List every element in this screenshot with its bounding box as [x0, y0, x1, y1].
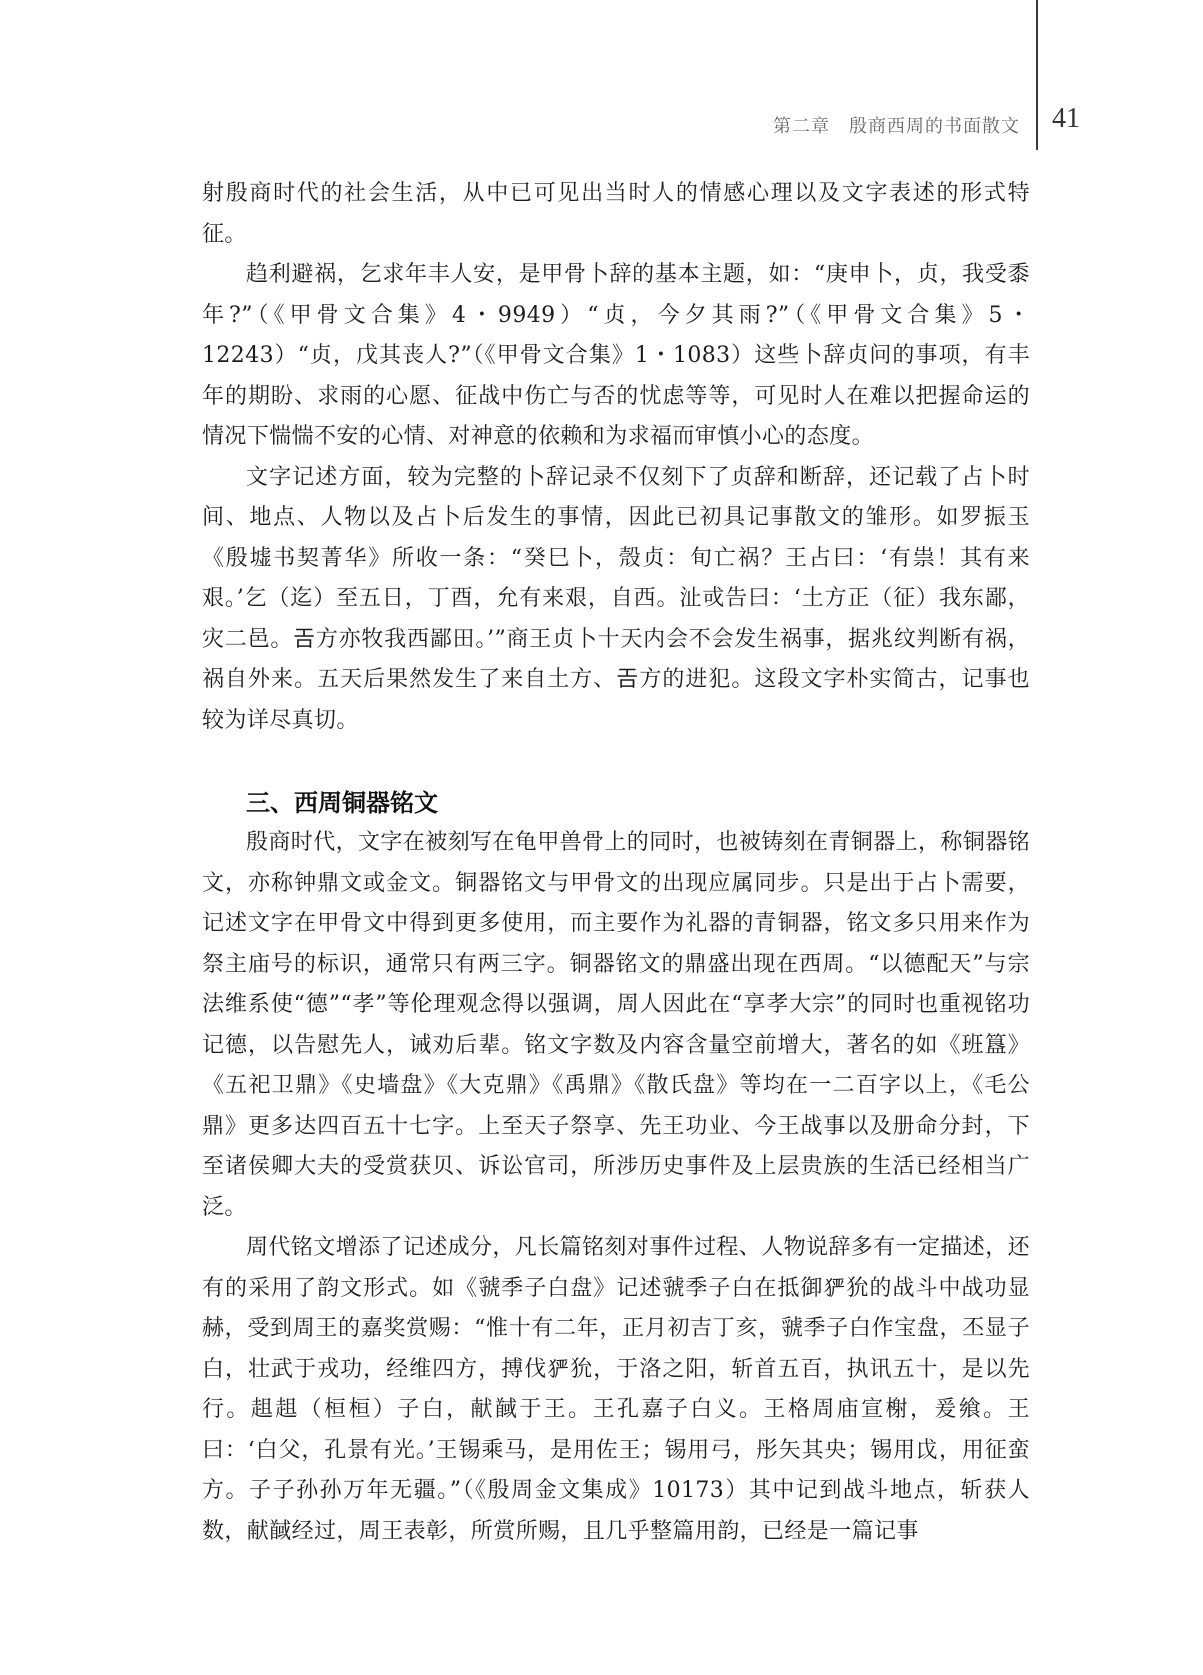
paragraph-oracle-narrative: 文字记述方面，较为完整的卜辞记录不仅刻下了贞辞和断辞，还记载了占卜时间、地点、人物以及占卜后发生的事情，因此已初具记事散文的雏形。如罗振玉《殷墟书契菁华》所收一条：“癸巳卜，殼贞：旬亡祸？王占曰：‘有祟！其有来艰。’乞（迄）至五日，丁酉，允有来艰，自西。沚戓告曰：‘土方正（征）我东鄙，灾二邑。𢀛方亦牧我西鄙田。’”商王贞卜十天内会不会发生祸事，据兆纹判断有祸，祸自外来。五天后果然发生了来自土方、𢀛方的进犯。这段文字朴实简古，记事也较为详尽真切。	[202, 464, 1030, 733]
section-heading-bronze-inscriptions: 三、西周铜器铭文	[246, 789, 438, 817]
page-number: 41	[1052, 103, 1080, 134]
paragraph-zhou-inscriptions: 周代铭文增添了记述成分，凡长篇铭刻对事件过程、人物说辞多有一定描述，还有的采用了韵文形式。如《虢季子白盘》记述虢季子白在抵御𤞤狁的战斗中战功显赫，受到周王的嘉奖赏赐：“惟十有二年，正月初吉丁亥，虢季子白作宝盘，丕显子白，壮武于戎功，经维四方，搏伐𤞤狁，于洛之阳，斩首五百，执讯五十，是以先行。趄趄（桓桓）子白，献馘于王。王孔嘉子白义。王格周庙宣榭，爰飨。王曰：‘白父，孔景有光。’王锡乘马，是用佐王；锡用弓，彤矢其央；锡用戉，用征蛮方。子子孙孙万年无疆。”（《殷周金文集成》10173）其中记到战斗地点，斩获人数，献馘经过，周王表彰，所赏所赐，且几乎整篇用韵，已经是一篇记事	[202, 1235, 1031, 1544]
body-text	[202, 174, 1030, 1552]
paragraph-continuation: 射殷商时代的社会生活，从中已可见出当时人的情感心理以及文字表述的形式特征。	[202, 181, 1030, 247]
header-divider-rule	[1036, 0, 1038, 150]
paragraph-bronze-origins: 殷商时代，文字在被刻写在龟甲兽骨上的同时，也被铸刻在青铜器上，称铜器铭文，亦称钟鼎文或金文。铜器铭文与甲骨文的出现应属同步。只是出于占卜需要，记述文字在甲骨文中得到更多使用，而主要作为礼器的青铜器，铭文多只用来作为祭主庙号的标识，通常只有两三字。铜器铭文的鼎盛出现在西周。“以德配天”与宗法维系使“德”“孝”等伦理观念得以强调，周人因此在“享孝大宗”的同时也重视铭功记德，以告慰先人，诫劝后辈。铭文字数及内容含量空前增大，著名的如《班簋》《五祀卫鼎》《史墙盘》《大克鼎》《禹鼎》《散氏盘》等均在一二百字以上，《毛公鼎》更多达四百五十七字。上至天子祭享、先王功业、今王战事以及册命分封，下至诸侯卿大夫的受赏获贝、诉讼官司，所涉历史事件及上层贵族的生活已经相当广泛。	[202, 830, 1031, 1220]
running-head-chapter-title: 第二章 殷商西周的书面散文	[773, 116, 1020, 137]
paragraph-oracle-themes: 趋利避祸，乞求年丰人安，是甲骨卜辞的基本主题，如：“庚申卜，贞，我受黍年?”（《甲骨文合集》4・9949）“贞，今夕其雨?”（《甲骨文合集》5・12243）“贞，戊其丧人?”（《甲骨文合集》1・1083）这些卜辞贞问的事项，有丰年的期盼、求雨的心愿、征战中伤亡与否的忧虑等等，可见时人在难以把握命运的情况下惴惴不安的心情、对神意的依赖和为求福而审慎小心的态度。	[202, 262, 1030, 449]
